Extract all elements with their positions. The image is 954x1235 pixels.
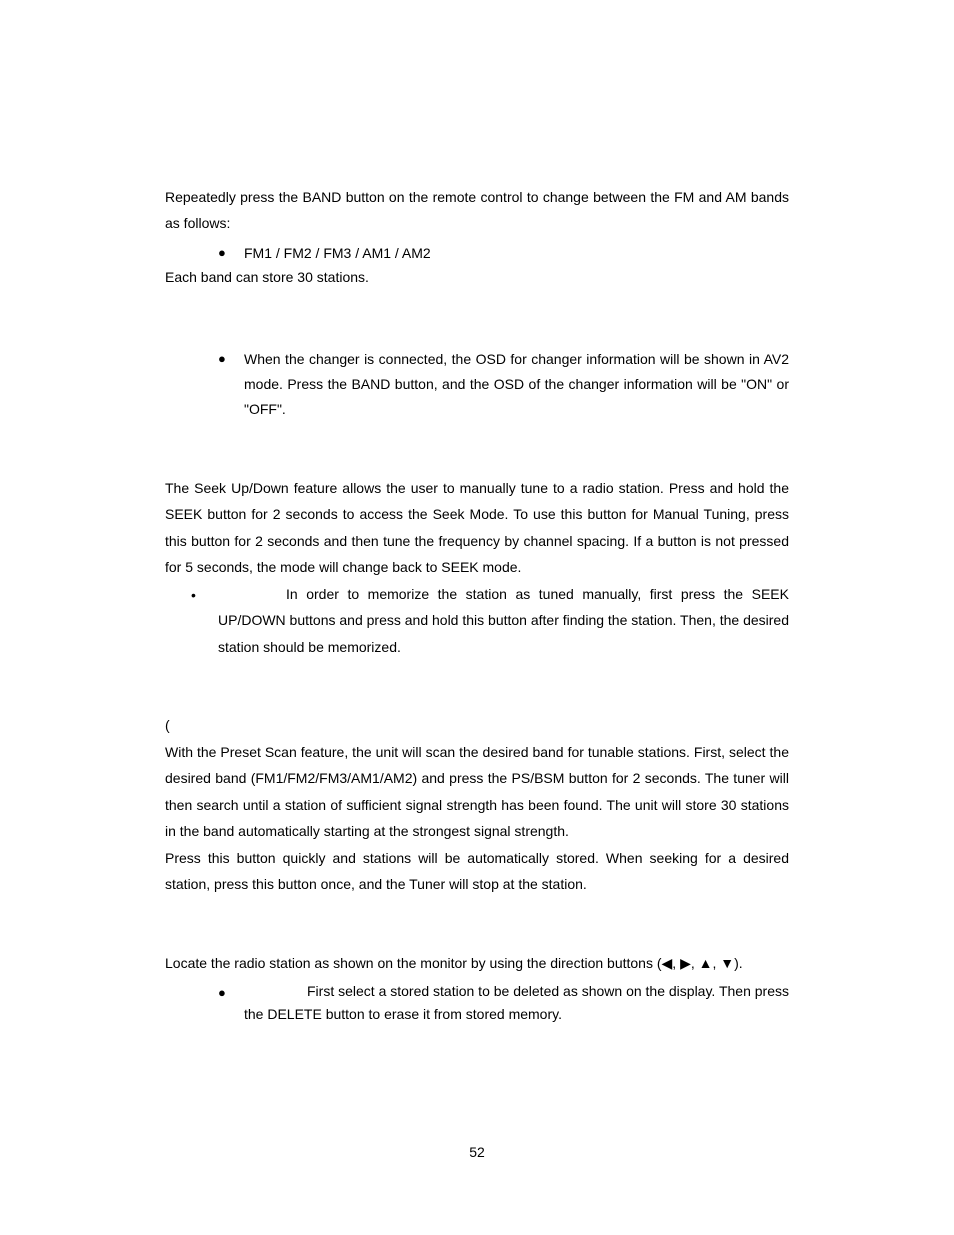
- seek-note: In order to memorize the station as tuned manually, first press the SEEK UP/DOWN buttons and press and hold this button after finding the station. Then, the desired station should be memorized.: [218, 586, 789, 655]
- delete-note: First select a stored station to be deleted as shown on the display. Then press the DELETE button to erase it from stored memory.: [244, 983, 789, 1022]
- locate-description: Locate the radio station as shown on the monitor by using the direction buttons (◀, ▶, ▲, ▼).: [165, 955, 743, 971]
- page-number: 52: [469, 1144, 485, 1160]
- band-intro: Repeatedly press the BAND button on the remote control to change between the FM and AM bands as follows:: [165, 189, 789, 232]
- bullet-icon: •: [191, 587, 196, 603]
- band-list-item: FM1 / FM2 / FM3 / AM1 / AM2: [244, 245, 431, 261]
- bullet-icon: ●: [218, 351, 226, 366]
- bullet-icon: ●: [218, 985, 226, 1000]
- preset-scan-paren: (: [165, 717, 170, 733]
- preset-scan-description: With the Preset Scan feature, the unit will scan the desired band for tunable stations. First, select the desired band (FM1/FM2/FM3/AM1/AM2) and press the PS/BSM button for 2 seconds. The tuner will then search until a station of sufficient signal strength has been found. The unit will store 30 stations in the band automatically starting at the strongest signal strength.: [165, 744, 789, 840]
- bullet-icon: ●: [218, 245, 226, 260]
- seek-description: The Seek Up/Down feature allows the user to manually tune to a radio station. Press and hold the SEEK button for 2 seconds to access the Seek Mode. To use this button for Manual Tuning, press this button for 2 seconds and then tune the frequency by channel spacing. If a button is not pressed for 5 seconds, the mode will change back to SEEK mode.: [165, 480, 789, 576]
- changer-note: When the changer is connected, the OSD for changer information will be shown in AV2 mode. Press the BAND button, and the OSD of the changer information will be "ON" or "OFF".: [244, 351, 789, 417]
- band-capacity: Each band can store 30 stations.: [165, 269, 369, 285]
- preset-scan-quick-press: Press this button quickly and stations will be automatically stored. When seeking for a desired station, press this button once, and the Tuner will stop at the station.: [165, 850, 789, 893]
